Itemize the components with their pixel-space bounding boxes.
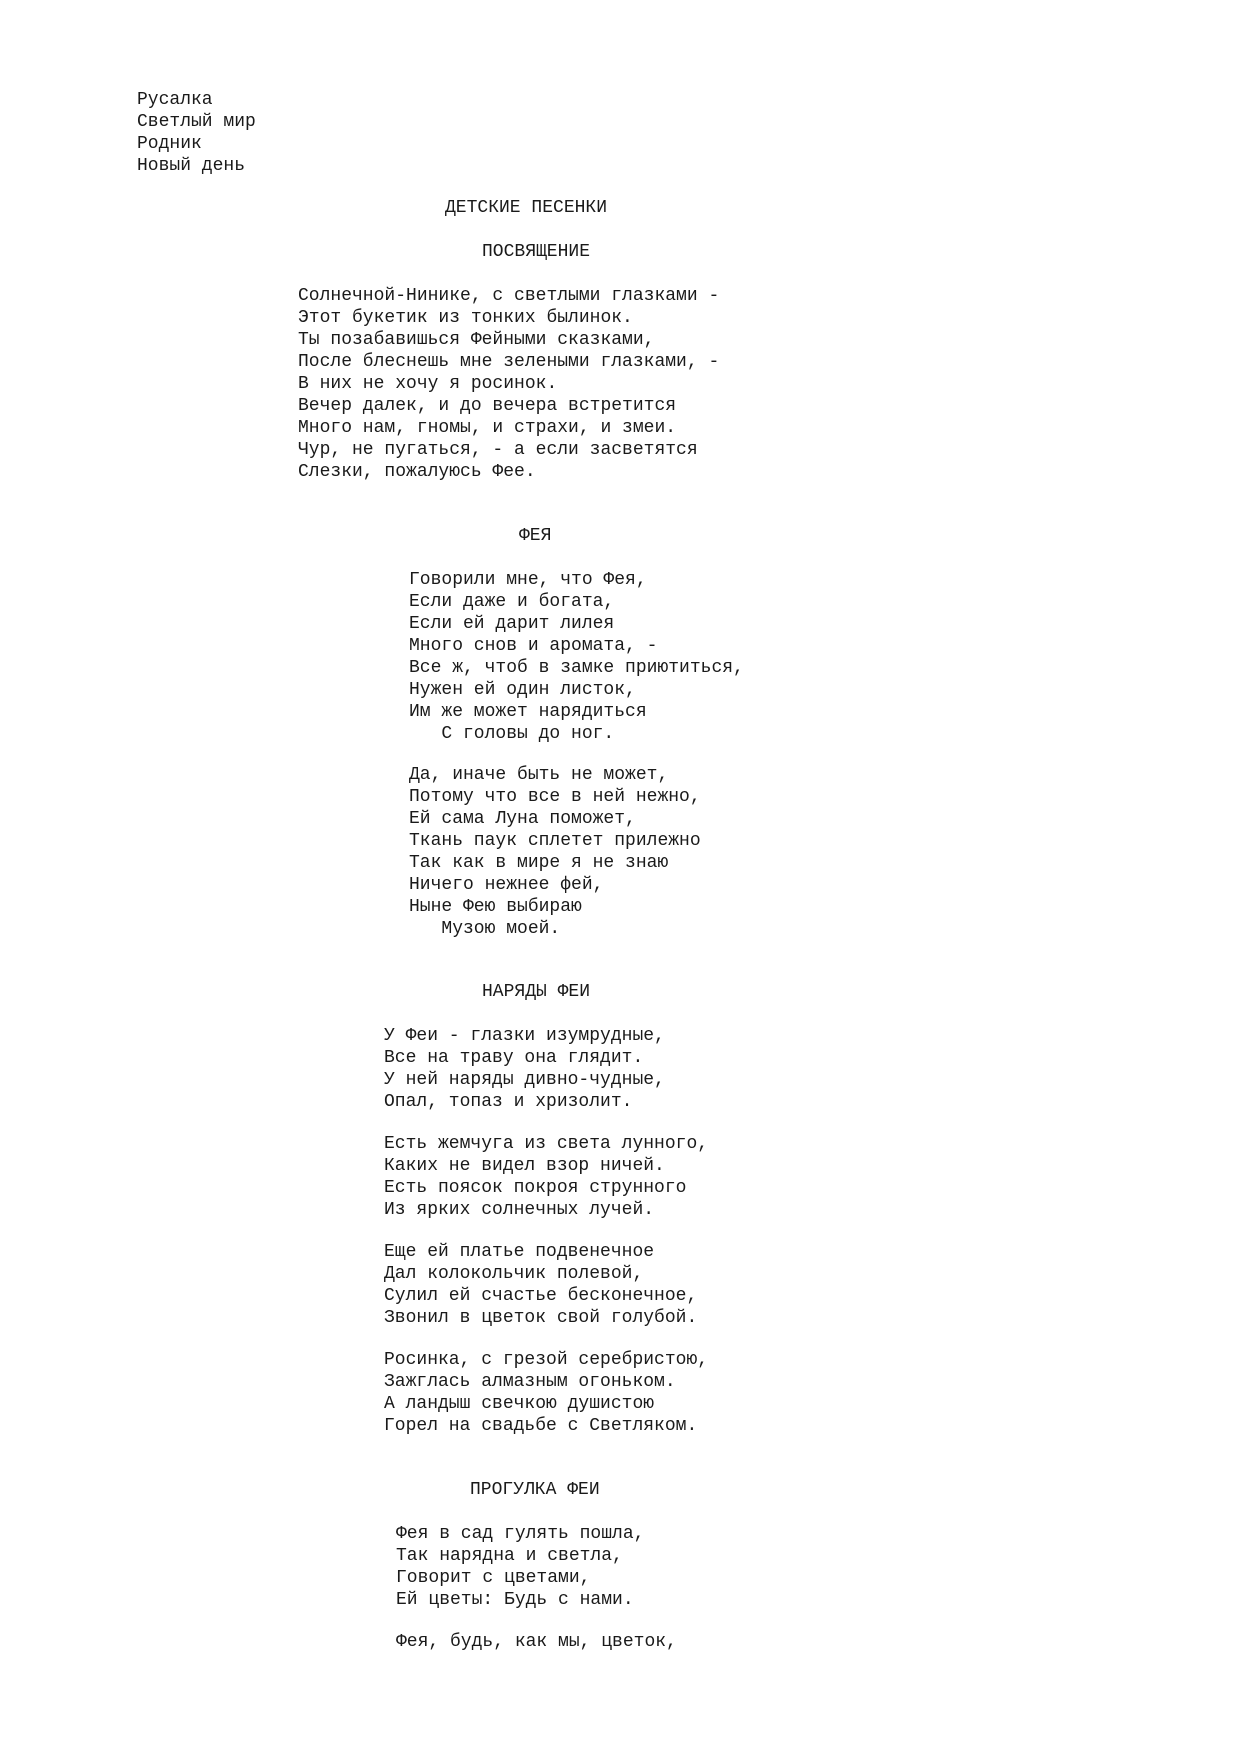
collection-title: ДЕТСКИЕ ПЕСЕНКИ [445,198,608,218]
poem-stanza [384,1241,697,1329]
poem-stanza [384,1025,665,1113]
verse-line: После блеснешь мне зелеными глазками, - [298,352,720,372]
verse-line: У Феи - глазки изумрудные, [384,1026,665,1046]
verse-line: Музою моей. [409,919,561,939]
verse-line: Каких не видел взор ничей. [384,1156,665,1176]
verse-line: Опал, топаз и хризолит. [384,1092,633,1112]
verse-line: Ей сама Луна поможет, [409,809,636,829]
verse-line: Ей цветы: Будь с нами. [396,1590,634,1610]
verse-line: Ничего нежнее фей, [409,875,604,895]
verse-line: Так нарядна и светла, [396,1546,623,1566]
verse-line: Есть жемчуга из света лунного, [384,1134,709,1154]
verse-line: Фея, будь, как мы, цветок, [396,1632,677,1652]
verse-line: Много снов и аромата, - [409,636,658,656]
poem-title: ПРОГУЛКА ФЕИ [470,1480,600,1500]
verse-line: Говорили мне, что Фея, [409,570,647,590]
verse-line: Все на траву она глядит. [384,1048,644,1068]
verse-line: Чур, не пугаться, - а если засветятся [298,440,698,460]
poem-stanza [396,1523,644,1611]
verse-line: Горел на свадьбе с Светляком. [384,1416,698,1436]
toc-item: Русалка [137,90,213,110]
verse-line: Вечер далек, и до вечера встретится [298,396,677,416]
poem-title: НАРЯДЫ ФЕИ [482,982,591,1002]
poem-stanza [384,1133,708,1221]
verse-line: Солнечной-Нинике, с светлыми глазками - [298,286,720,306]
verse-line: С головы до ног. [409,724,615,744]
verse-line: Дал колокольчик полевой, [384,1264,644,1284]
verse-line: Им же может нарядиться [409,702,647,722]
poem-stanza [409,569,744,745]
verse-line: Много нам, гномы, и страхи, и змеи. [298,418,677,438]
verse-line: Слезки, пожалуюсь Фее. [298,462,536,482]
verse-line: Есть поясок покроя струнного [384,1178,687,1198]
verse-line: В них не хочу я росинок. [298,374,558,394]
verse-line: Говорит с цветами, [396,1568,591,1588]
toc-item: Родник [137,134,202,154]
verse-line: Зажглась алмазным огоньком. [384,1372,676,1392]
verse-line: Ткань паук сплетет прилежно [409,831,701,851]
toc-item: Новый день [137,156,246,176]
poem-title: ПОСВЯЩЕНИЕ [482,242,591,262]
verse-line: Если даже и богата, [409,592,615,612]
verse-line: Звонил в цветок свой голубой. [384,1308,698,1328]
verse-line: Да, иначе быть не может, [409,765,669,785]
toc-item: Светлый мир [137,112,256,132]
verse-line: Ты позабавишься Фейными сказками, [298,330,655,350]
verse-line: Так как в мире я не знаю [409,853,669,873]
poem-stanza [409,764,701,940]
poem-stanza [384,1349,708,1437]
verse-line: Росинка, с грезой серебристою, [384,1350,709,1370]
verse-line: Потому что все в ней нежно, [409,787,701,807]
verse-line: А ландыш свечкою душистою [384,1394,655,1414]
verse-line: Фея в сад гулять пошла, [396,1524,645,1544]
verse-line: Сулил ей счастье бесконечное, [384,1286,698,1306]
verse-line: Из ярких солнечных лучей. [384,1200,655,1220]
verse-line: Все ж, чтоб в замке приютиться, [409,658,744,678]
verse-line: Еще ей платье подвенечное [384,1242,655,1262]
poem-stanza [298,285,719,483]
verse-line: У ней наряды дивно-чудные, [384,1070,665,1090]
verse-line: Нужен ей один листок, [409,680,636,700]
verse-line: Ныне Фею выбираю [409,897,582,917]
verse-line: Если ей дарит лилея [409,614,615,634]
verse-line: Этот букетик из тонких былинок. [298,308,633,328]
poem-stanza [396,1631,677,1653]
toc-list [137,89,256,177]
poem-title: ФЕЯ [519,526,552,546]
